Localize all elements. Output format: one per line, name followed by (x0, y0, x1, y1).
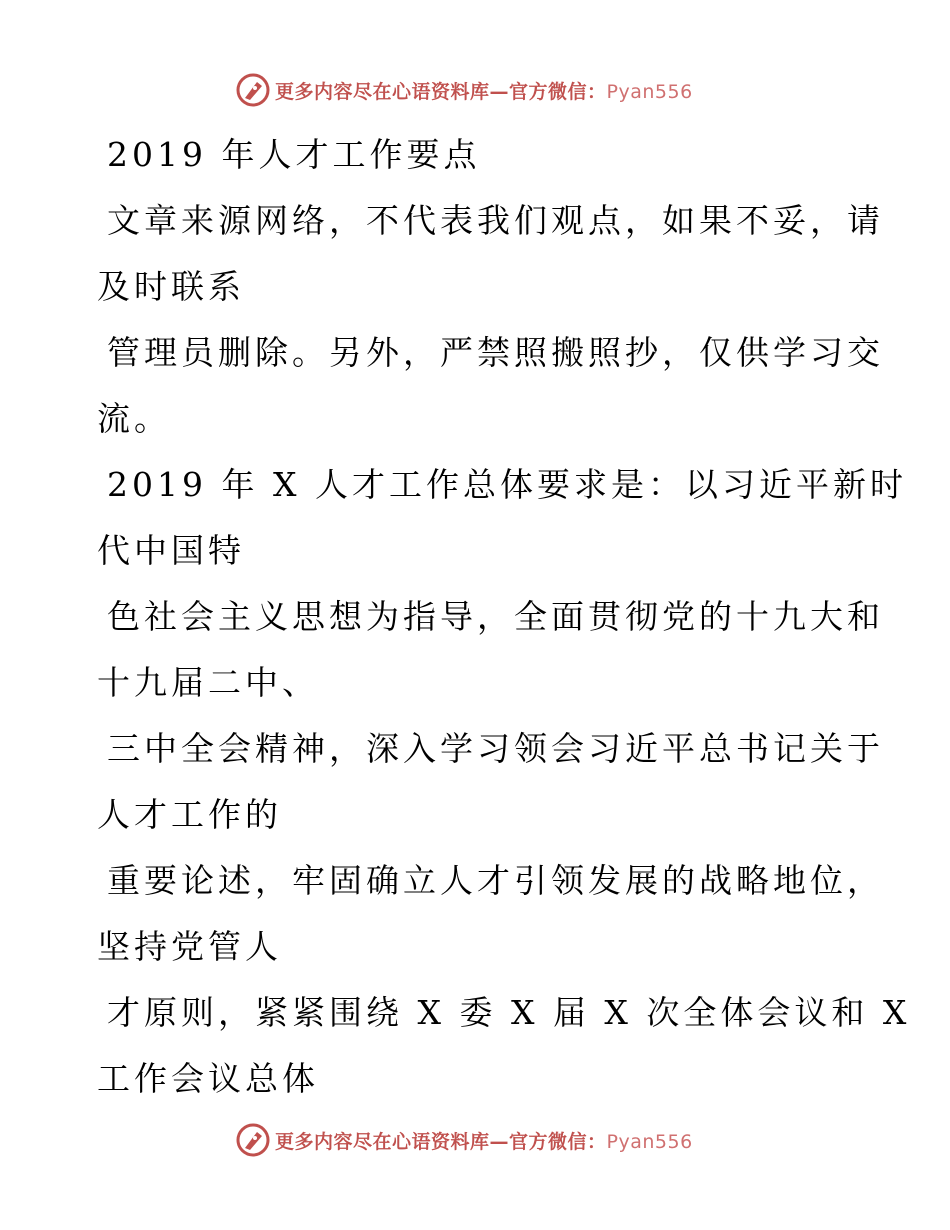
text-line: 色社会主义思想为指导，全面贯彻党的十九大和 (107, 597, 884, 636)
header-banner-text: 更多内容尽在心语资料库—官方微信：Pyan556 (275, 80, 693, 103)
document-title: 2019 年人才工作要点 (107, 135, 481, 174)
footer-watermark-banner (235, 1120, 693, 1160)
text-line: 工作会议总体 (97, 1059, 319, 1098)
text-line: 十九届二中、 (97, 663, 319, 702)
text-line: 才原则，紧紧围绕 X 委 X 届 X 次全体会议和 X (107, 993, 911, 1032)
footer-banner-text: 更多内容尽在心语资料库—官方微信：Pyan556 (275, 1130, 693, 1153)
header-watermark-banner (235, 70, 693, 110)
text-line: 重要论述，牢固确立人才引领发展的战略地位， (107, 861, 884, 900)
text-line: 流。 (97, 399, 171, 438)
header-banner-id: Pyan556 (606, 80, 693, 103)
text-line: 及时联系 (97, 267, 245, 306)
text-line: 2019 年 X 人才工作总体要求是：以习近平新时 (107, 465, 907, 504)
text-line: 管理员删除。另外，严禁照搬照抄，仅供学习交 (107, 333, 884, 372)
text-line: 三中全会精神，深入学习领会习近平总书记关于 (107, 729, 884, 768)
document-body (97, 122, 911, 1112)
text-line: 人才工作的 (97, 795, 282, 834)
fountain-pen-nib-icon (235, 72, 271, 108)
text-line: 文章来源网络，不代表我们观点，如果不妥，请 (107, 201, 884, 240)
fountain-pen-nib-icon (235, 1122, 271, 1158)
text-line: 代中国特 (97, 531, 245, 570)
text-line: 坚持党管人 (97, 927, 282, 966)
footer-banner-id: Pyan556 (606, 1130, 693, 1153)
